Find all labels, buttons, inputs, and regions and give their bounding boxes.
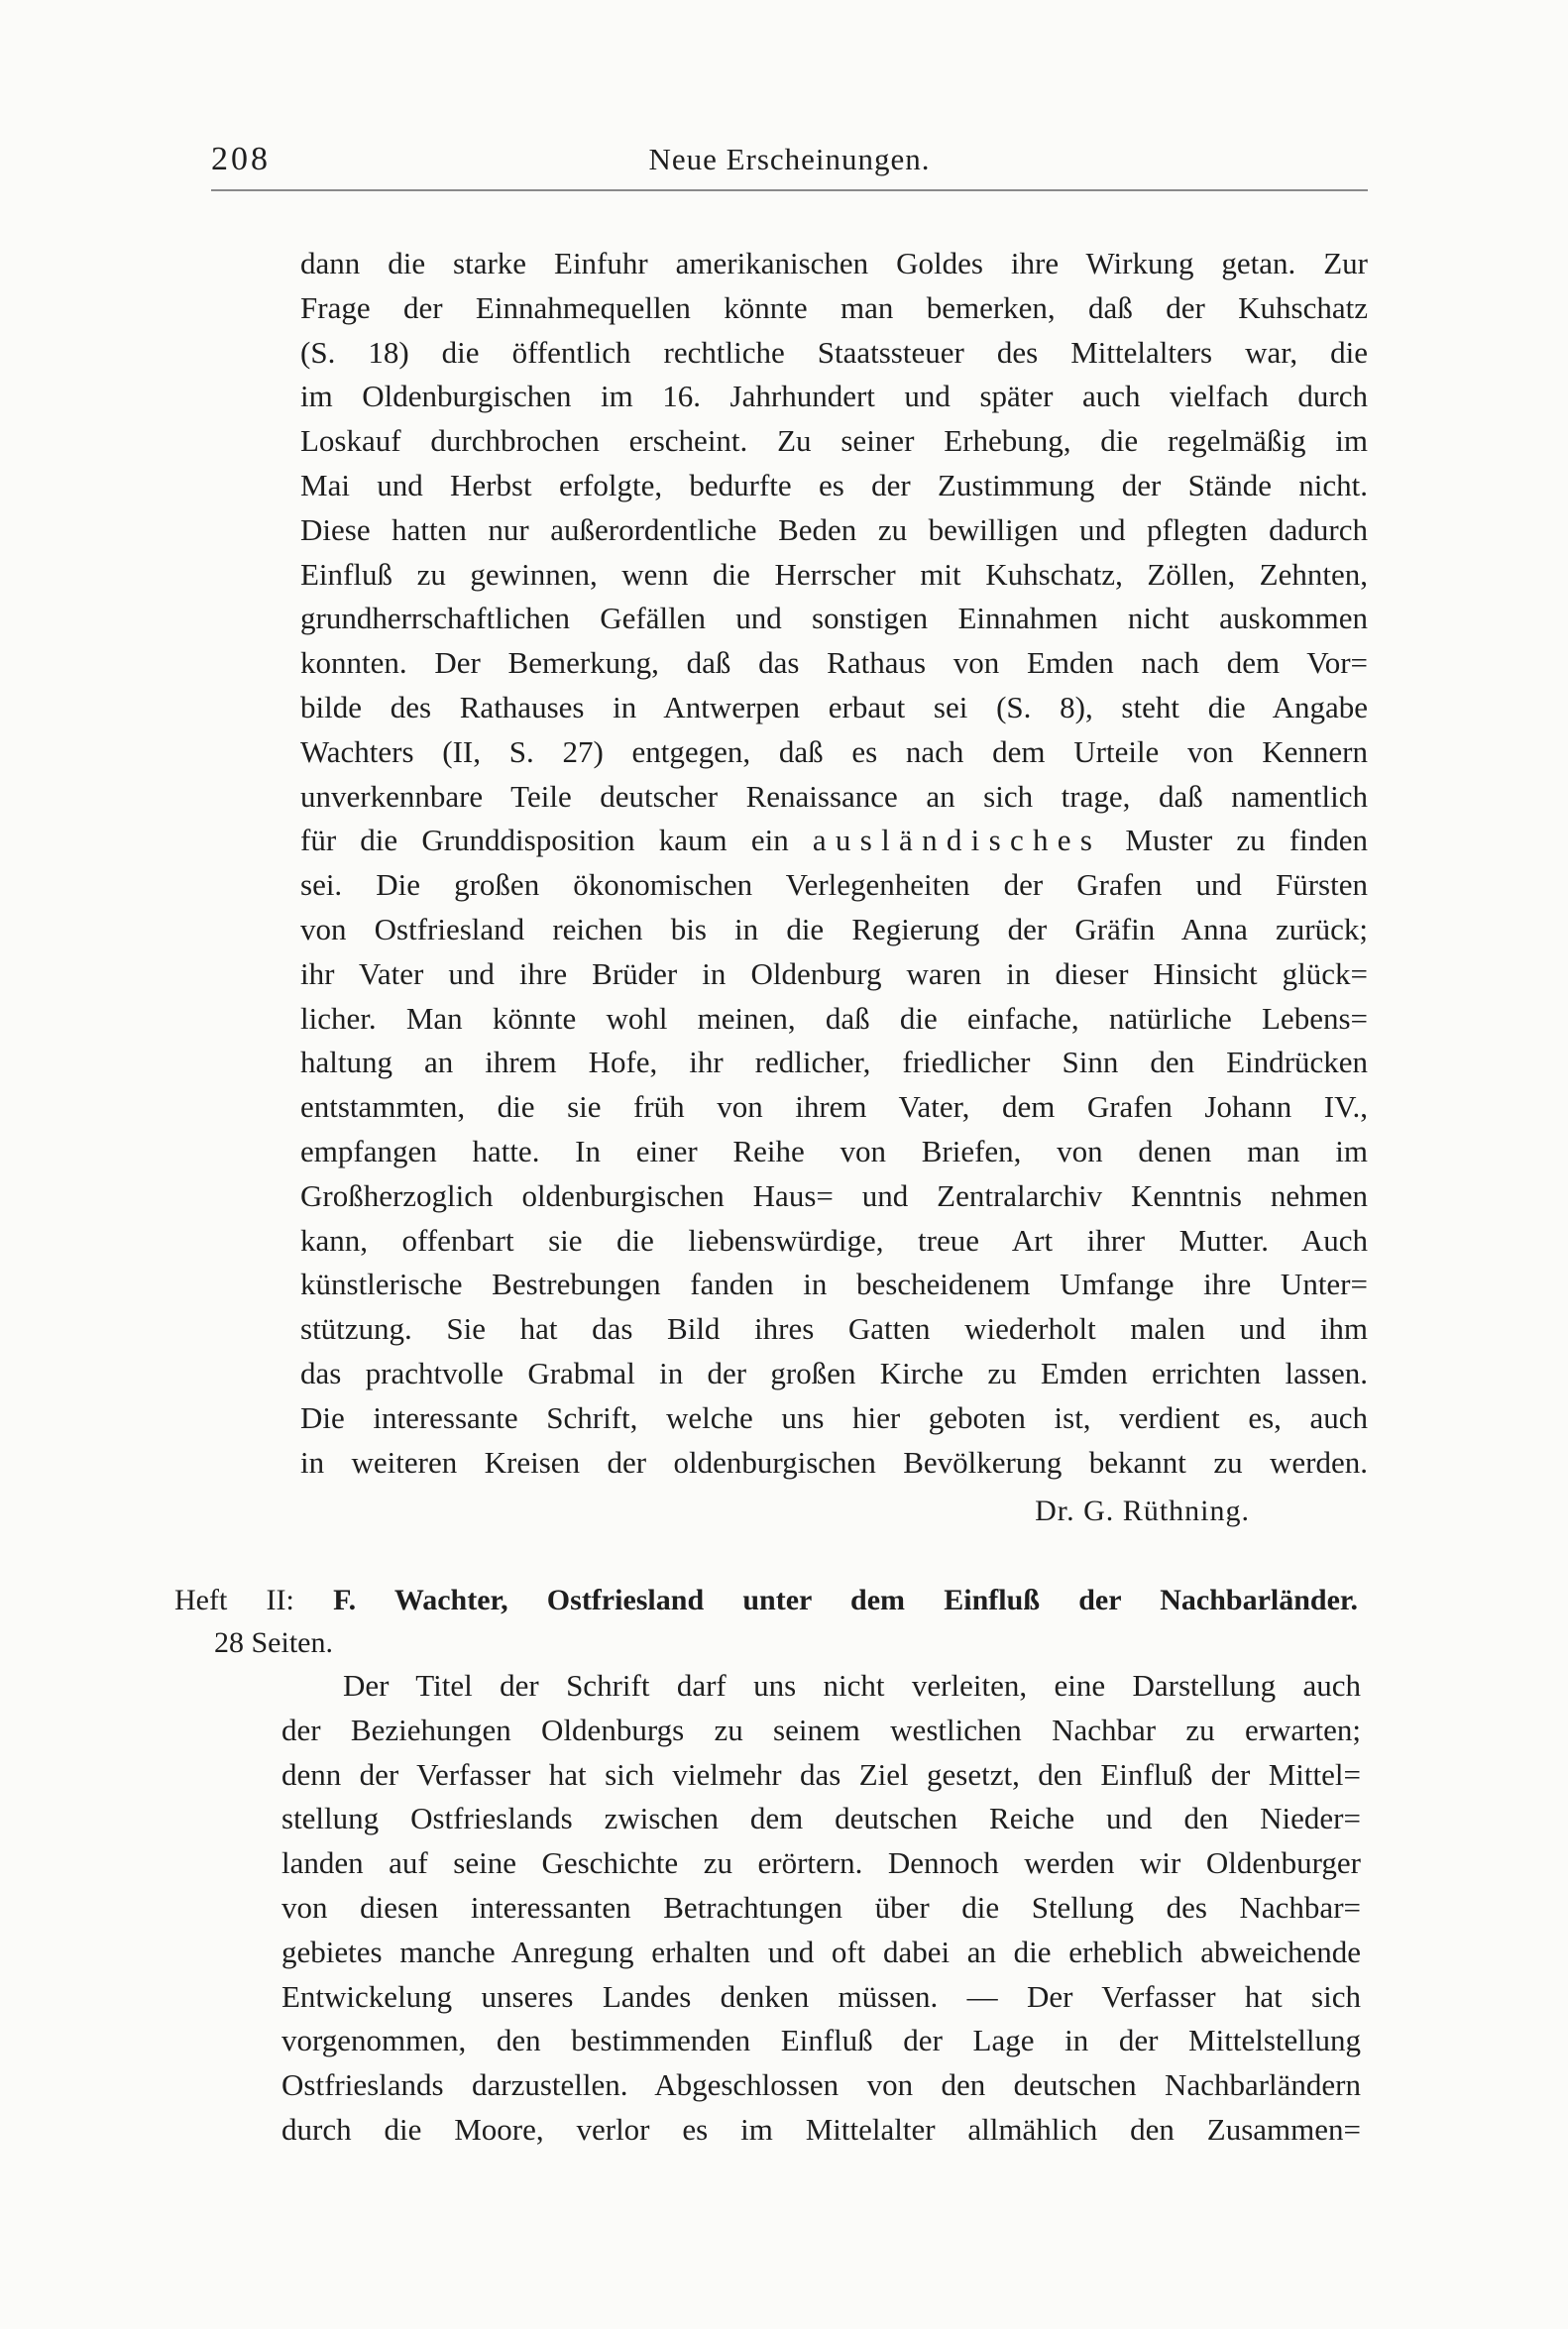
heading-title: F. Wachter, Ostfriesland unter dem Einfluß der Nachbarländer. xyxy=(333,1584,1358,1616)
text-line: Der Titel der Schrift darf uns nicht verleiten, eine Darstellung auch xyxy=(343,1668,1361,1703)
text-line: im Oldenburgischen im 16. Jahrhundert und später auch vielfach durch xyxy=(300,379,1368,414)
review-2-body xyxy=(281,1664,1361,2153)
text-line: gebietes manche Anregung erhalten und oft dabei an die erheblich abweichende xyxy=(281,1934,1361,1969)
text-line: bilde des Rathauses in Antwerpen erbaut sei (S. 8), steht die Angabe xyxy=(300,689,1368,724)
text-line: Ostfrieslands darzustellen. Abgeschlossen von den deutschen Nachbarländern xyxy=(281,2067,1361,2103)
text-line: Mai und Herbst erfolgte, bedurfte es der Zustimmung der Stände nicht. xyxy=(300,467,1368,502)
line-text: für die Grunddisposition kaum ein xyxy=(300,823,789,858)
text-line: durch die Moore, verlor es im Mittelalter allmählich den Zusammen= xyxy=(281,2111,1361,2147)
text-line: unverkennbare Teile deutscher Renaissance an sich trage, daß namentlich xyxy=(300,778,1368,814)
text-line: Die interessante Schrift, welche uns hier geboten ist, verdient es, auch xyxy=(300,1399,1368,1435)
text-line: kann, offenbart sie die liebenswürdige, treue Art ihrer Mutter. Auch xyxy=(300,1222,1368,1258)
text-line: in weiteren Kreisen der oldenburgischen Bevölkerung bekannt zu werden. xyxy=(300,1444,1368,1480)
spaced-emphasis: ausländisches xyxy=(812,823,1102,858)
line-text: Muster zu finden xyxy=(1125,823,1369,858)
page-number: 208 xyxy=(211,141,271,177)
text-line: haltung an ihrem Hofe, ihr redlicher, friedlicher Sinn den Eindrücken xyxy=(300,1045,1368,1080)
text-line: (S. 18) die öffentlich rechtliche Staatssteuer des Mittelalters war, die xyxy=(300,334,1368,370)
heading-prefix: Heft II: xyxy=(174,1584,294,1616)
header-rule xyxy=(211,189,1368,191)
text-line: Loskauf durchbrochen erscheint. Zu seiner Erhebung, die regelmäßig im xyxy=(300,423,1368,459)
text-line: dann die starke Einfuhr amerikanischen Goldes ihre Wirkung getan. Zur xyxy=(300,246,1368,280)
text-line: denn der Verfasser hat sich vielmehr das Ziel gesetzt, den Einfluß der Mittel= xyxy=(281,1756,1361,1792)
page-header xyxy=(211,137,1368,184)
text-line: das prachtvolle Grabmal in der großen Kirche zu Emden errichten lassen. xyxy=(300,1355,1368,1390)
text-line: stellung Ostfrieslands zwischen dem deutschen Reiche und den Nieder= xyxy=(281,1801,1361,1836)
text-line: sei. Die großen ökonomischen Verlegenheiten der Grafen und Fürsten xyxy=(300,867,1368,903)
text-line: Großherzoglich oldenburgischen Haus= und Zentralarchiv Kenntnis nehmen xyxy=(300,1177,1368,1213)
text-line: von Ostfriesland reichen bis in die Regierung der Gräfin Anna zurück; xyxy=(300,911,1368,946)
text-line: entstammten, die sie früh von ihrem Vater, dem Grafen Johann IV., xyxy=(300,1089,1368,1125)
text-line: Entwickelung unseres Landes denken müssen. — Der Verfasser hat sich xyxy=(281,1978,1361,2014)
text-line: licher. Man könnte wohl meinen, daß die einfache, natürliche Lebens= xyxy=(300,1000,1368,1036)
text-line: landen auf seine Geschichte zu erörtern. Dennoch werden wir Oldenburger xyxy=(281,1845,1361,1881)
text-line: ihr Vater und ihre Brüder in Oldenburg waren in dieser Hinsicht glück= xyxy=(300,955,1368,991)
text-line: stützung. Sie hat das Bild ihres Gatten wiederholt malen und ihm xyxy=(300,1311,1368,1347)
text-line: Frage der Einnahmequellen könnte man bemerken, daß der Kuhschatz xyxy=(300,289,1368,325)
text-line: Einfluß zu gewinnen, wenn die Herrscher mit Kuhschatz, Zöllen, Zehnten, xyxy=(300,556,1368,592)
text-line: Diese hatten nur außerordentliche Beden zu bewilligen und pflegten dadurch xyxy=(300,511,1368,547)
text-line: Wachters (II, S. 27) entgegen, daß es nach dem Urteile von Kennern xyxy=(300,733,1368,769)
text-line: konnten. Der Bemerkung, daß das Rathaus von Emden nach dem Vor= xyxy=(300,645,1368,681)
text-line: empfangen hatte. In einer Reihe von Briefen, von denen man im xyxy=(300,1133,1368,1168)
heading-pages: 28 Seiten. xyxy=(214,1626,333,1659)
text-line: künstlerische Bestrebungen fanden in bescheidenem Umfange ihre Unter= xyxy=(300,1267,1368,1302)
text-line: von diesen interessanten Betrachtungen über die Stellung des Nachbar= xyxy=(281,1889,1361,1925)
heading-line xyxy=(174,1579,1358,1621)
reviewer-signature: Dr. G. Rüthning. xyxy=(1035,1495,1250,1527)
running-title: Neue Erscheinungen. xyxy=(648,142,931,176)
text-line xyxy=(300,819,1368,863)
review-2-heading xyxy=(174,1579,1358,1664)
text-line: vorgenommen, den bestimmenden Einfluß der Lage in der Mittelstellung xyxy=(281,2023,1361,2058)
text-line: der Beziehungen Oldenburgs zu seinem westlichen Nachbar zu erwarten; xyxy=(281,1712,1361,1747)
review-1-body xyxy=(300,242,1368,1485)
text-line: grundherrschaftlichen Gefällen und sonstigen Einnahmen nicht auskommen xyxy=(300,601,1368,636)
